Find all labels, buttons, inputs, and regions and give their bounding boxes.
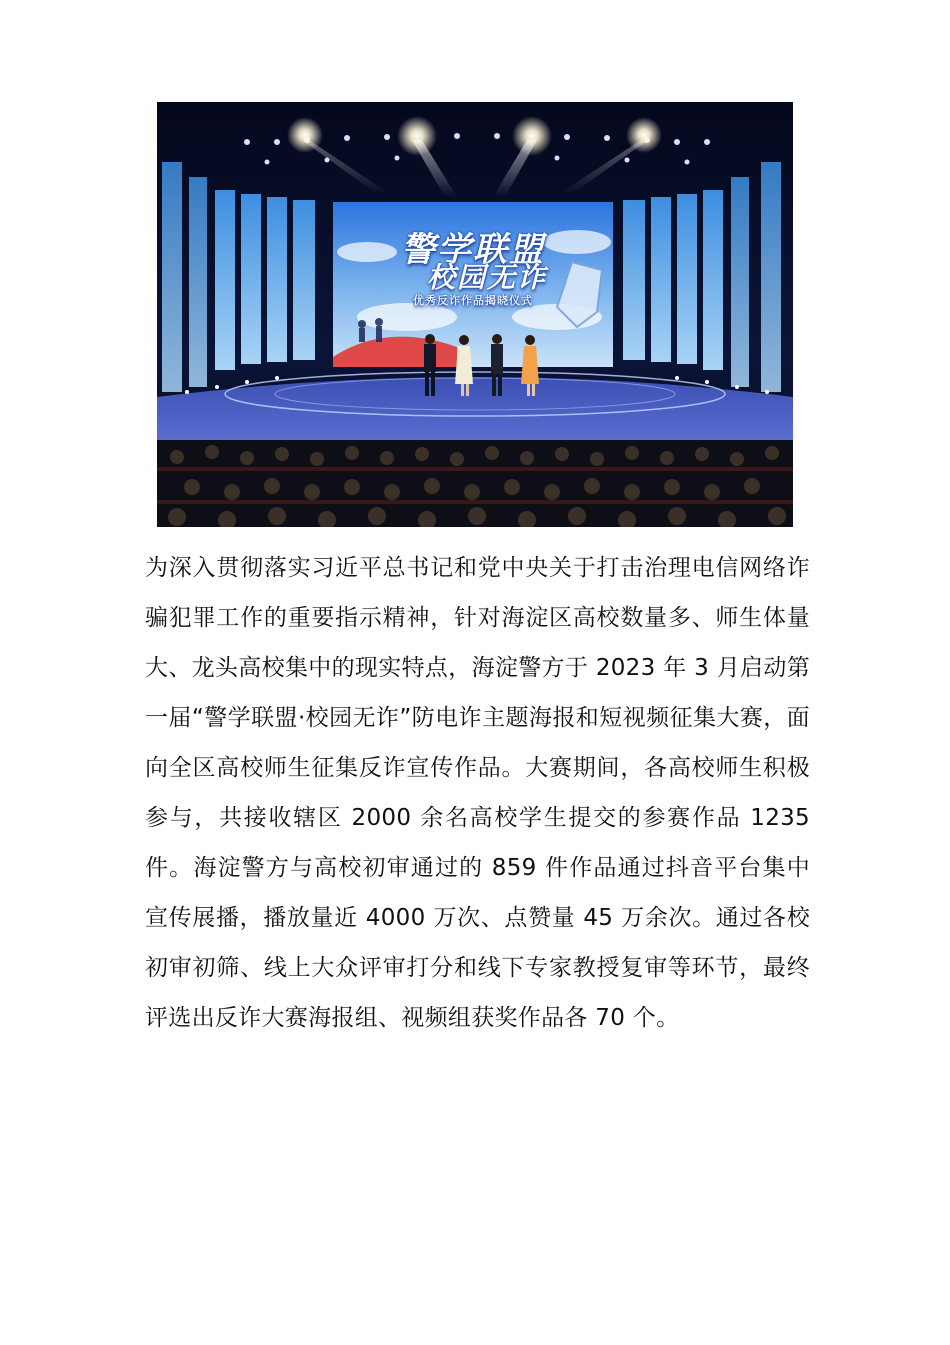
screen-title-line2: 校园无诈 xyxy=(426,261,547,294)
screen-title-line1: 警学联盟 xyxy=(401,230,545,270)
screen-text-overlay xyxy=(333,102,613,527)
article-body xyxy=(145,543,810,1043)
stage-photo xyxy=(157,102,793,527)
screen-subtitle: 优秀反诈作品揭晓仪式 xyxy=(413,294,533,307)
article-paragraph: 为深入贯彻落实习近平总书记和党中央关于打击治理电信网络诈骗犯罪工作的重要指示精神，针对海淀区高校数量多、师生体量大、龙头高校集中的现实特点，海淀警方于 2023 年 3 月启动第一届“警学联盟·校园无诈”防电诈主题海报和短视频征集大赛，面向全区高校师生征集反诈宣传作品。大赛期间，各高校师生积极参与，共接收辖区 2000 余名高校学生提交的参赛作品 1235 件。海淀警方与高校初审通过的 859 件作品通过抖音平台集中宣传展播，播放量近 4000 万次、点赞量 45 万余次。通过各校初审初筛、线上大众评审打分和线下专家教授复审等环节，最终评选出反诈大赛海报组、视频组获奖作品各 70 个。 xyxy=(145,555,810,1031)
